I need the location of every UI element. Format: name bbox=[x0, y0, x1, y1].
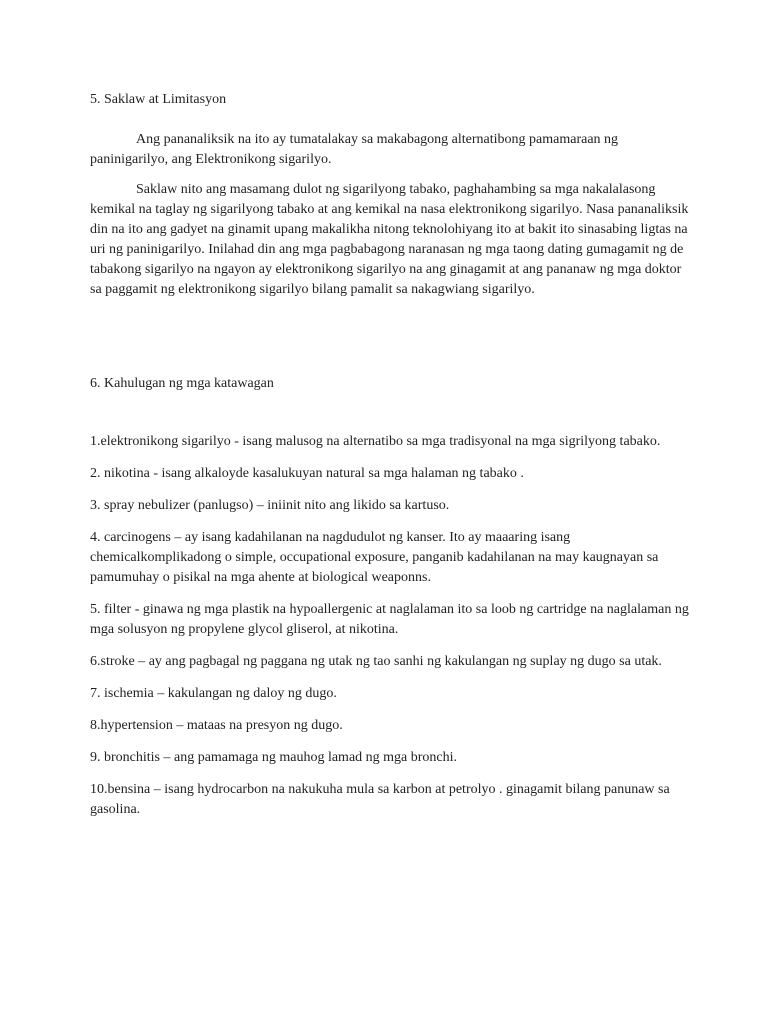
definition-item: 3. spray nebulizer (panlugso) – iniinit nito ang likido sa kartuso. bbox=[90, 498, 450, 513]
definition-item: 6.stroke – ay ang pagbagal ng paggana ng utak ng tao sanhi ng kakulangan ng suplay ng dugo sa utak. bbox=[90, 654, 662, 669]
definition-item: 1.elektronikong sigarilyo - isang malusog na alternatibo sa mga tradisyonal na mga sigrilyong tabako. bbox=[90, 434, 661, 449]
section-5-paragraph-1: Ang pananaliksik na ito ay tumatalakay sa makabagong alternatibong pamamaraan ng paninigarilyo, ang Elektronikong sigarilyo. bbox=[90, 132, 619, 167]
definition-item: 7. ischemia – kakulangan ng daloy ng dugo. bbox=[90, 686, 337, 701]
section-5-heading: 5. Saklaw at Limitasyon bbox=[90, 92, 227, 107]
definition-item: 10.bensina – isang hydrocarbon na nakukuha mula sa karbon at petrolyo . ginagamit bilang panunaw sa gasolina. bbox=[90, 782, 670, 817]
definitions-list bbox=[90, 432, 690, 820]
definition-item: 4. carcinogens – ay isang kadahilanan na nagdudulot ng kanser. Ito ay maaaring isang chemicalkomplikadong o simple, occupational exposure, panganib kadahilanan na may kaugnayan sa pamumuhay o pisikal na mga ahente at biological weaponns. bbox=[90, 530, 659, 585]
document-content bbox=[90, 90, 690, 820]
definition-item: 2. nikotina - isang alkaloyde kasalukuyan natural sa mga halaman ng tabako . bbox=[90, 466, 524, 481]
definition-item: 8.hypertension – mataas na presyon ng dugo. bbox=[90, 718, 343, 733]
definition-item: 5. filter - ginawa ng mga plastik na hypoallergenic at naglalaman ito sa loob ng cartridge na naglalaman ng mga solusyon ng propylene glycol gliserol, at nikotina. bbox=[90, 602, 689, 637]
section-6-heading: 6. Kahulugan ng mga katawagan bbox=[90, 376, 274, 391]
section-5-paragraph-2: Saklaw nito ang masamang dulot ng sigarilyong tabako, paghahambing sa mga nakalalasong kemikal na taglay ng sigarilyong tabako at ang kemikal na nasa elektronikong sigarilyo. Nasa pananaliksik din na ito ang gadyet na ginamit upang makalikha nitong teknolohiyang ito at bakit ito sinasabing ligtas na uri ng paninigarilyo. Inilahad din ang mga pagbabagong naranasan ng mga taong dating gumagamit ng de tabakong sigarilyo na ngayon ay elektronikong sigarilyo na ang ginagamit at ang pananaw ng mga doktor sa paggamit ng elektronikong sigarilyo bilang pamalit sa nakagwiang sigarilyo. bbox=[90, 182, 689, 297]
definition-item: 9. bronchitis – ang pamamaga ng mauhog lamad ng mga bronchi. bbox=[90, 750, 458, 765]
